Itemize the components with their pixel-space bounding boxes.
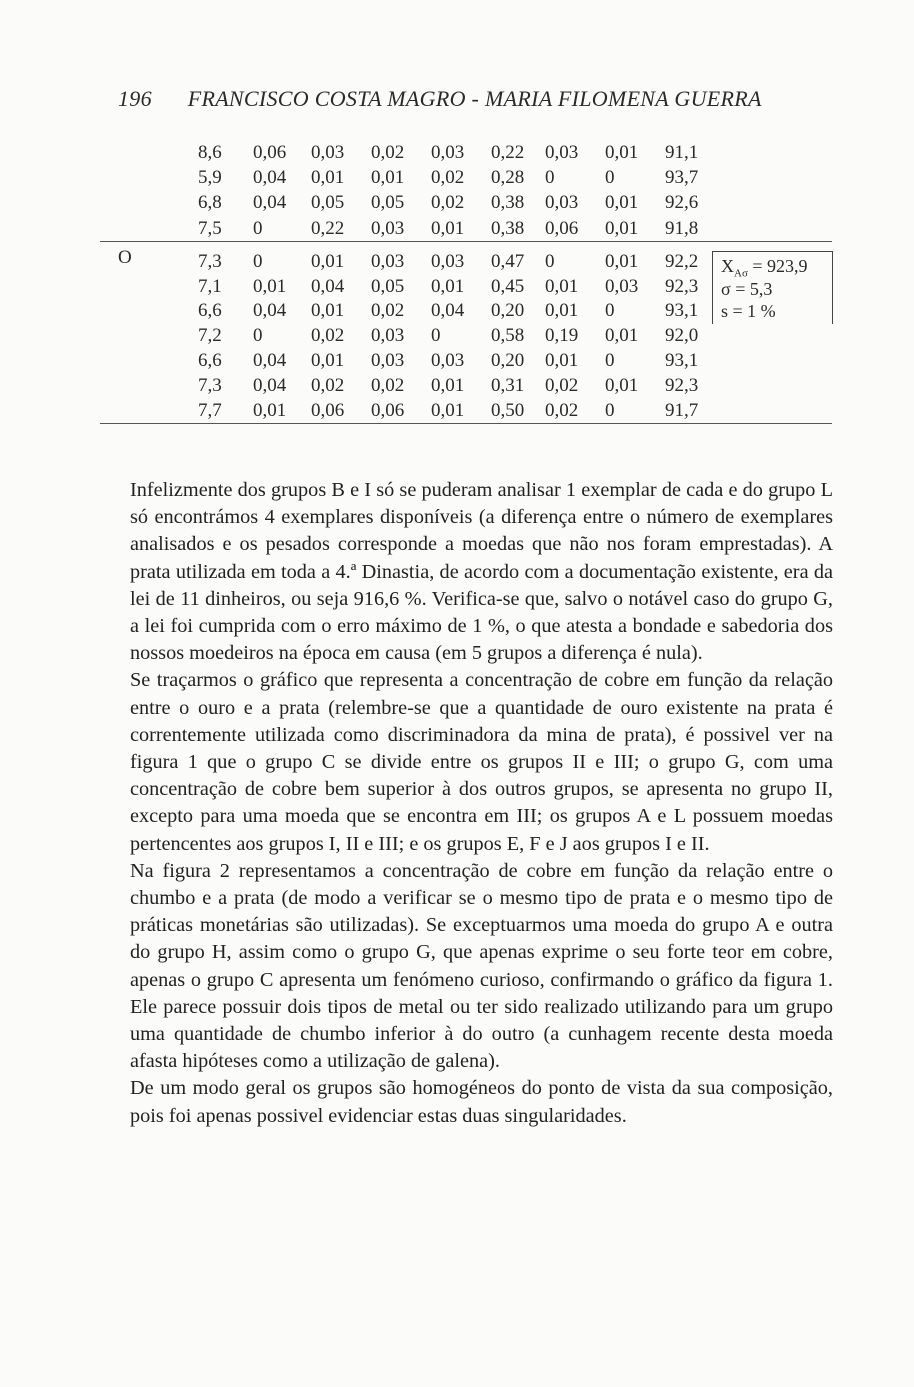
table-cell: 0,06 — [371, 400, 405, 421]
table-cell: 0 — [605, 300, 615, 321]
table-cell: 0,01 — [545, 300, 579, 321]
table-cell: 7,3 — [198, 375, 222, 396]
table-cell: 0,04 — [253, 350, 287, 371]
group-top-rule — [100, 241, 832, 242]
table-cell: 92,3 — [665, 375, 699, 396]
table-cell: 0,01 — [431, 218, 465, 239]
table-cell: 0,28 — [491, 167, 525, 188]
table-cell: 0,03 — [311, 142, 345, 163]
table-cell: 91,1 — [665, 142, 699, 163]
table-cell: 0,01 — [311, 167, 345, 188]
table-cell: 0,03 — [371, 350, 405, 371]
table-cell: 0,03 — [371, 218, 405, 239]
table-cell: 0,01 — [605, 142, 639, 163]
mean-value: $X_{A\sigma} = 923,9$ — [721, 256, 808, 280]
table-cell: 0 — [253, 218, 263, 239]
table-cell: 0,31 — [491, 375, 525, 396]
table-cell: 92,2 — [665, 251, 699, 272]
table-cell: 0,20 — [491, 350, 525, 371]
table-cell: 92,6 — [665, 192, 699, 213]
table-cell: 0,02 — [545, 375, 579, 396]
table-cell: 6,6 — [198, 350, 222, 371]
table-cell: 0,02 — [545, 400, 579, 421]
table-cell: 0,20 — [491, 300, 525, 321]
table-cell: 0,02 — [431, 192, 465, 213]
table-cell: 0,05 — [371, 192, 405, 213]
table-cell: 0,01 — [545, 276, 579, 297]
table-cell: 0,02 — [371, 142, 405, 163]
group-bottom-rule — [100, 423, 832, 424]
table-cell: 0,05 — [371, 276, 405, 297]
body-text — [130, 477, 833, 1130]
table-cell: 0,01 — [605, 251, 639, 272]
table-cell: 0,01 — [311, 350, 345, 371]
table-cell: 0,01 — [311, 300, 345, 321]
table-cell: 0,01 — [605, 325, 639, 346]
table-cell: 0,01 — [311, 251, 345, 272]
table-cell: 91,8 — [665, 218, 699, 239]
table-cell: 0,01 — [371, 167, 405, 188]
table-cell: 7,7 — [198, 400, 222, 421]
table-cell: 0,04 — [431, 300, 465, 321]
table-cell: 0,01 — [431, 375, 465, 396]
table-cell: 0,03 — [431, 142, 465, 163]
table-cell: 0 — [253, 251, 263, 272]
table-cell: 0,04 — [253, 375, 287, 396]
table-cell: 0,03 — [371, 251, 405, 272]
table-cell: 0,50 — [491, 400, 525, 421]
table-cell: 0,03 — [371, 325, 405, 346]
table-cell: 0,02 — [311, 375, 345, 396]
table-cell: 0,22 — [311, 218, 345, 239]
table-cell: 7,5 — [198, 218, 222, 239]
table-cell: 0,03 — [545, 192, 579, 213]
table-cell: 0,01 — [431, 276, 465, 297]
table-cell: 0,03 — [431, 350, 465, 371]
paragraph: Infelizmente dos grupos B e I só se puderam analisar 1 exemplar de cada e do grupo L só encontrámos 4 exemplares disponíveis (a diferença entre o número de exemplares analisados e os pesados corresponde a moedas que não nos foram emprestadas). A prata utilizada em toda a 4.ª Dinastia, de acordo com a documentação existente, era da lei de 11 dinheiros, ou seja 916,6 %. Verifica-se que, salvo o notável caso do grupo G, a lei foi cumprida com o erro máximo de 1 %, o que atesta a bondade e sabedoria dos nossos moedeiros na época em causa (em 5 grupos a diferença é nula). — [130, 479, 833, 665]
table-cell: 7,3 — [198, 251, 222, 272]
table-cell: 0,06 — [311, 400, 345, 421]
table-cell: 6,6 — [198, 300, 222, 321]
table-cell: 0 — [253, 325, 263, 346]
table-cell: 0,03 — [431, 251, 465, 272]
s-value: s = 1 % — [721, 301, 776, 321]
table-cell: 0,38 — [491, 218, 525, 239]
table-cell: 92,0 — [665, 325, 699, 346]
table-cell: 0,01 — [253, 400, 287, 421]
table-cell: 93,1 — [665, 350, 699, 371]
table-cell: 7,1 — [198, 276, 222, 297]
table-cell: 91,7 — [665, 400, 699, 421]
table-cell: 0 — [431, 325, 441, 346]
table-cell: 0,04 — [311, 276, 345, 297]
table-cell: 0,02 — [311, 325, 345, 346]
table-cell: 6,8 — [198, 192, 222, 213]
table-cell: 5,9 — [198, 167, 222, 188]
table-cell: 0,01 — [545, 350, 579, 371]
table-cell: 0,02 — [371, 375, 405, 396]
table-cell: 0,04 — [253, 192, 287, 213]
running-title: FRANCISCO COSTA MAGRO - MARIA FILOMENA GUERRA — [187, 86, 762, 111]
running-header — [118, 86, 762, 112]
table-cell: 0,01 — [431, 400, 465, 421]
table-cell: 0,06 — [253, 142, 287, 163]
table-cell: 0,19 — [545, 325, 579, 346]
table-cell: 0,02 — [431, 167, 465, 188]
table-cell: 0,04 — [253, 167, 287, 188]
paragraph: Na figura 2 representamos a concentração de cobre em função da relação entre o chumbo e a prata (de modo a verificar se o mesmo tipo de prata e o mesmo tipo de práticas monetárias são utilizadas). Se exceptuarmos uma moeda do grupo A e outra do grupo H, assim como o grupo G, que apenas exprime o seu forte teor em cobre, apenas o grupo C apresenta um fenómeno curioso, confirmando o gráfico da figura 1. Ele parece possuir dois tipos de metal ou ter sido realizado utilizando para um grupo uma quantidade de chumbo inferior à do outro (a cunhagem recente desta moeda afasta hipóteses como a utilização de galena). — [130, 859, 833, 1073]
page-number: 196 — [118, 86, 152, 111]
table-cell: 0,05 — [311, 192, 345, 213]
paragraph: Se traçarmos o gráfico que representa a concentração de cobre em função da relação entre o ouro e a prata (relembre-se que a quantidade de ouro existente na prata é correntemente utilizada como discriminadora da mina de prata), é possivel ver na figura 1 que o grupo C se divide entre os grupos II e III; o grupo G, com uma concentração de cobre bem superior à dos outros grupos, se apresenta no grupo II, excepto para uma moeda que se encontra em III; os grupos A e L possuem moedas pertencentes aos grupos I, II e III; e os grupos E, F e J aos grupos I e II. — [130, 669, 833, 855]
sigma-value: σ = 5,3 — [721, 279, 773, 299]
table-cell: 0,38 — [491, 192, 525, 213]
table-cell: 93,1 — [665, 300, 699, 321]
table-cell: 0,04 — [253, 300, 287, 321]
table-cell: 0 — [545, 167, 555, 188]
table-cell: 0,03 — [605, 276, 639, 297]
table-cell: 8,6 — [198, 142, 222, 163]
table-cell: 0 — [605, 350, 615, 371]
table-cell: 0,58 — [491, 325, 525, 346]
table-cell: 0,03 — [545, 142, 579, 163]
table-cell: 0,01 — [605, 218, 639, 239]
table-cell: 0,01 — [605, 192, 639, 213]
paragraph: De um modo geral os grupos são homogéneos do ponto de vista da sua composição, pois foi apenas possivel evidenciar estas duas singularidades. — [130, 1077, 833, 1127]
table-cell: 0,22 — [491, 142, 525, 163]
group-label: O — [118, 247, 132, 268]
table-cell: 93,7 — [665, 167, 699, 188]
table-cell: 0 — [605, 400, 615, 421]
table-cell: 0,45 — [491, 276, 525, 297]
table-cell: 0 — [545, 251, 555, 272]
table-cell: 92,3 — [665, 276, 699, 297]
table-cell: 0,01 — [605, 375, 639, 396]
table-cell: 0,47 — [491, 251, 525, 272]
table-cell: 0,02 — [371, 300, 405, 321]
table-cell: 0 — [605, 167, 615, 188]
table-cell: 7,2 — [198, 325, 222, 346]
table-cell: 0,06 — [545, 218, 579, 239]
statistics-box — [712, 251, 833, 324]
table-cell: 0,01 — [253, 276, 287, 297]
